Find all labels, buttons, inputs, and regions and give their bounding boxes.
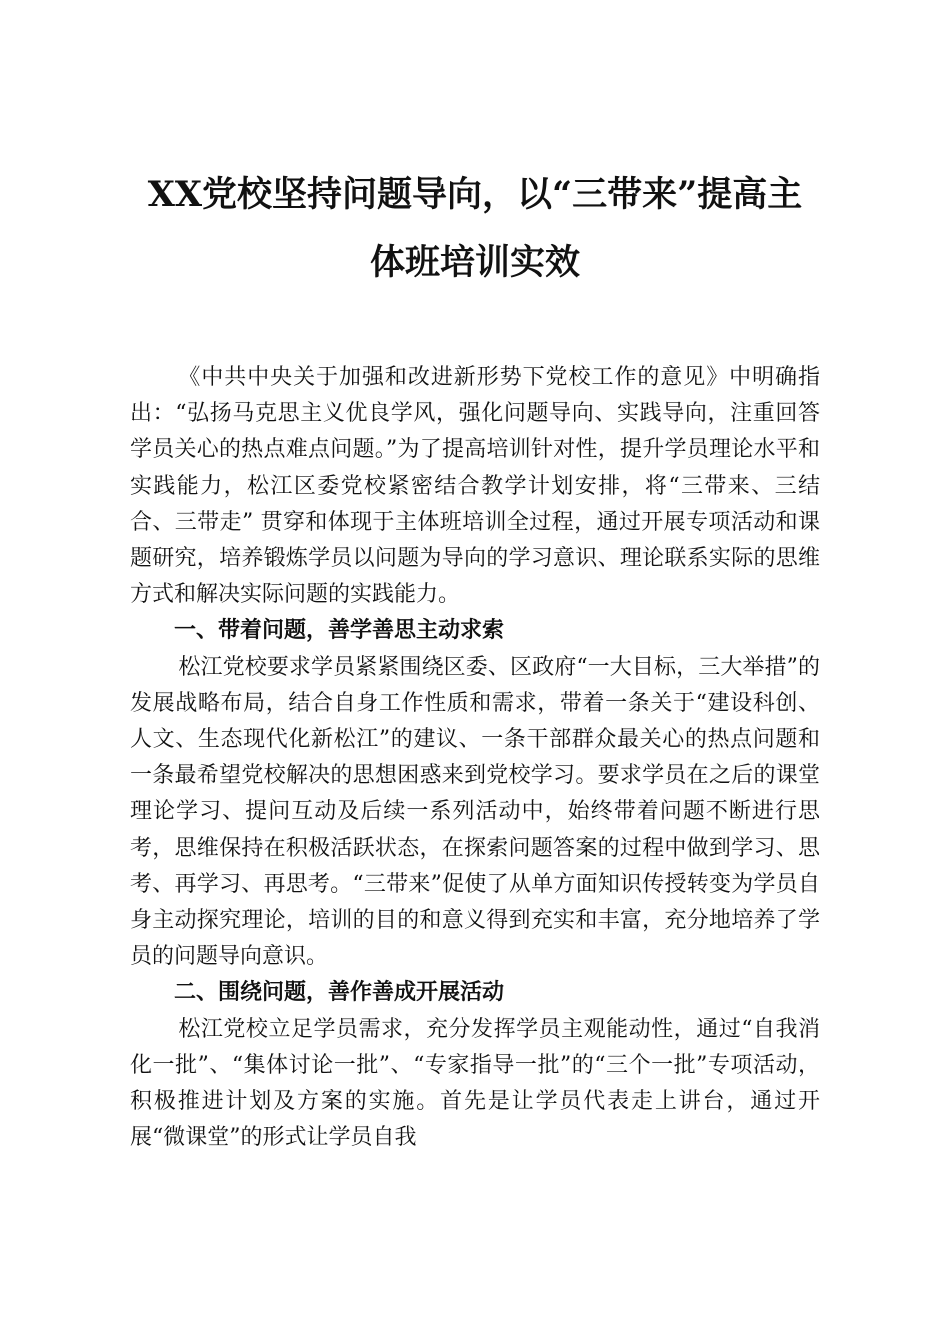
document-title-line-1: XX党校坚持问题导向，以“三带来”提高主 [147, 174, 803, 215]
document-body [130, 360, 820, 1156]
section-heading-1: 一、带着问题，善学善思主动求索 [174, 618, 505, 644]
paragraph-section-1: 松江党校要求学员紧紧围绕区委、区政府“一大目标，三大举措”的发展战略布局，结合自身工作性质和需求，带着一条关于“建设科创、人文、生态现代化新松江”的建议、一条干部群众最关心的热点问题和一条最希望党校解决的思想困惑来到党校学习。要求学员在之后的课堂理论学习、提问互动及后续一系列活动中，始终带着问题不断进行思考，思维保持在积极活跃状态，在探索问题答案的过程中做到学习、思考、再学习、再思考。“三带来”促使了从单方面知识传授转变为学员自身主动探究理论，培训的目的和意义得到充实和丰富，充分地培养了学员的问题导向意识。 [130, 654, 820, 970]
paragraph-section-2: 松江党校立足学员需求，充分发挥学员主观能动性，通过“自我消化一批”、“集体讨论一批”、“专家指导一批”的“三个一批”专项活动，积极推进计划及方案的实施。首先是让学员代表走上讲台，通过开展“微课堂”的形式让学员自我 [130, 1016, 820, 1151]
section-heading-2: 二、围绕问题，善作善成开展活动 [174, 980, 505, 1006]
document-title-line-2: 体班培训实效 [369, 242, 580, 283]
paragraph-intro: 《中共中央关于加强和改进新形势下党校工作的意见》中明确指出：“弘扬马克思主义优良学风，强化问题导向、实践导向，注重回答学员关心的热点难点问题。”为了提高培训针对性，提升学员理论水平和实践能力，松江区委党校紧密结合教学计划安排，将“三带来、三结合、三带走” 贯穿和体现于主体班培训全过程，通过开展专项活动和课题研究，培养锻炼学员以问题为导向的学习意识、理论联系实际的思维方式和解决实际问题的实践能力。 [130, 365, 820, 608]
